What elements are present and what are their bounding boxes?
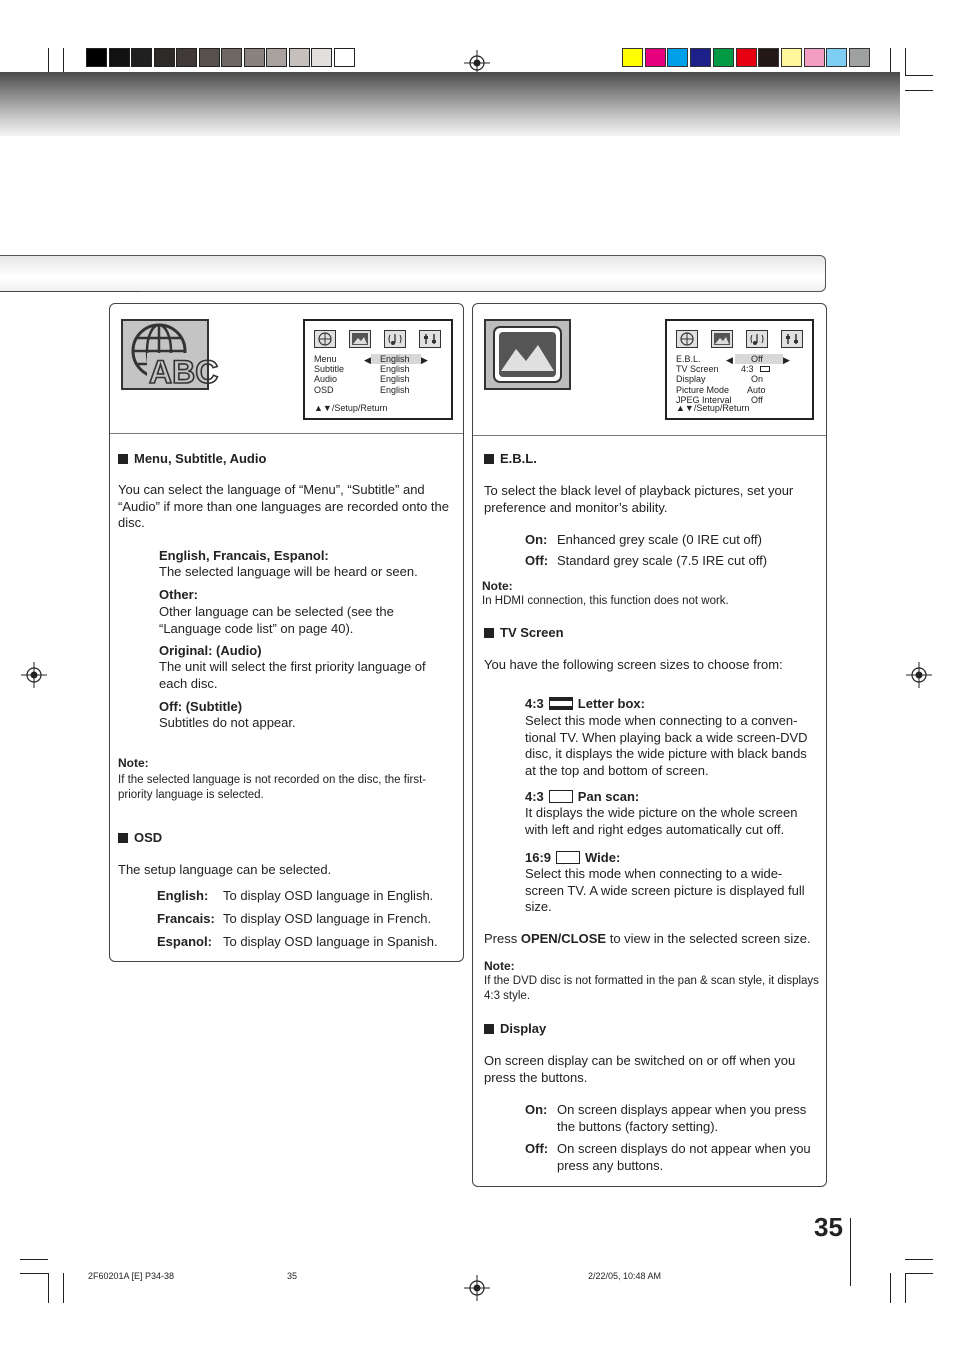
open-close-button-label: OPEN/CLOSE bbox=[520, 931, 607, 946]
section-intro: To select the black level of playback pictures, set your preference and monitor’s ability. bbox=[484, 483, 794, 515]
registration-mark-icon bbox=[906, 662, 932, 688]
section-heading-menu-subtitle-audio bbox=[118, 451, 266, 466]
color-swatch bbox=[804, 48, 825, 67]
audio-tab-icon bbox=[746, 330, 768, 348]
language-tab-icon bbox=[314, 330, 336, 348]
menu-row-value: Auto bbox=[747, 384, 766, 395]
menu-row-label: Display bbox=[676, 374, 706, 385]
menu-row-label: Picture Mode bbox=[676, 384, 730, 395]
color-swatch bbox=[781, 48, 802, 67]
mode-heading-letterbox bbox=[525, 696, 645, 711]
registration-mark-icon bbox=[464, 1275, 490, 1301]
header-gradient-band bbox=[0, 72, 900, 136]
registration-mark-icon bbox=[21, 662, 47, 688]
mode-ratio: 4:3 bbox=[525, 789, 544, 804]
note-label: Note: bbox=[482, 579, 513, 593]
press-instruction bbox=[484, 931, 811, 948]
menu-row-value: English bbox=[380, 364, 410, 375]
mode-name: Wide: bbox=[585, 850, 621, 865]
option-label: On: bbox=[525, 532, 548, 547]
gray-swatch bbox=[221, 48, 242, 67]
option-label: Off: bbox=[525, 553, 549, 568]
page-number: 35 bbox=[814, 1212, 843, 1242]
section-heading-osd bbox=[118, 830, 162, 845]
crop-mark bbox=[63, 1273, 64, 1303]
menu-right-arrow-icon: ▶ bbox=[421, 355, 428, 365]
menu-row-value: English bbox=[380, 354, 410, 364]
item-label: Original: (Audio) bbox=[159, 643, 262, 658]
section-intro: You have the following screen sizes to choose from: bbox=[484, 657, 783, 672]
menu-row-label: TV Screen bbox=[676, 364, 719, 375]
color-swatch bbox=[713, 48, 734, 67]
language-setup-menu bbox=[303, 319, 453, 420]
footer-file-id: 2F60201A [E] P34-38 bbox=[88, 1271, 175, 1281]
color-swatch bbox=[849, 48, 870, 67]
menu-row-value: On bbox=[751, 374, 764, 385]
mode-ratio: 4:3 bbox=[525, 696, 544, 711]
crop-mark bbox=[905, 75, 933, 76]
note-text: In HDMI connection, this function does not work. bbox=[482, 595, 729, 607]
gray-swatch bbox=[154, 48, 175, 67]
menu-row-label: Subtitle bbox=[314, 364, 345, 375]
crop-mark bbox=[20, 1259, 48, 1260]
section-title: TV Screen bbox=[500, 625, 564, 640]
option-text: To display OSD language in French. bbox=[223, 911, 432, 926]
color-swatch bbox=[758, 48, 779, 67]
language-globe-icon bbox=[121, 319, 219, 390]
crop-mark bbox=[905, 48, 906, 76]
color-swatch bbox=[645, 48, 666, 67]
crop-mark bbox=[20, 1273, 48, 1274]
mode-name: Letter box: bbox=[577, 696, 645, 711]
option-label: Off: bbox=[525, 1141, 549, 1156]
gray-swatch bbox=[86, 48, 107, 67]
item-text: Subtitles do not appear. bbox=[159, 715, 296, 730]
bullet-square-icon bbox=[118, 454, 128, 464]
menu-right-arrow-icon: ▶ bbox=[783, 355, 790, 365]
note-label: Note: bbox=[118, 756, 149, 770]
mode-text: Select this mode when connecting to a wide-screen TV. A wide screen picture is displayed full size. bbox=[525, 866, 805, 914]
color-swatch bbox=[667, 48, 688, 67]
section-intro: On screen display can be switched on or off when you press the buttons. bbox=[484, 1053, 796, 1085]
option-text: Enhanced grey scale (0 IRE cut off) bbox=[557, 532, 762, 547]
color-swatch bbox=[690, 48, 711, 67]
section-title-bar bbox=[0, 255, 826, 292]
left-panel-divider bbox=[110, 433, 463, 434]
svg-text:ABC: ABC bbox=[149, 354, 219, 390]
bullet-square-icon bbox=[118, 833, 128, 843]
title-bar-underline bbox=[0, 291, 140, 292]
mode-ratio: 16:9 bbox=[525, 850, 552, 865]
color-swatch bbox=[736, 48, 757, 67]
menu-left-arrow-icon: ◀ bbox=[364, 355, 371, 365]
widescreen-icon bbox=[556, 851, 580, 864]
menu-left-arrow-icon: ◀ bbox=[726, 355, 733, 365]
menu-row-label: OSD bbox=[314, 384, 334, 395]
note-text: If the selected language is not recorded on the disc, the first-priority language is selected. bbox=[118, 774, 427, 801]
crop-mark bbox=[890, 1273, 891, 1303]
gray-swatch bbox=[266, 48, 287, 67]
option-label: English: bbox=[157, 888, 209, 903]
section-title: Display bbox=[500, 1021, 547, 1036]
mode-heading-panscan bbox=[525, 789, 639, 804]
footer-timestamp: 2/22/05, 10:48 AM bbox=[588, 1271, 662, 1281]
item-label: Other: bbox=[159, 587, 198, 602]
item-text: The unit will select the first priority language of each disc. bbox=[159, 659, 426, 691]
menu-row-label: Audio bbox=[314, 374, 338, 385]
section-heading-display bbox=[484, 1021, 546, 1036]
gray-swatch bbox=[334, 48, 355, 67]
color-swatch bbox=[826, 48, 847, 67]
menu-row-value: Off bbox=[751, 394, 763, 405]
press-suffix: to view in the selected screen size. bbox=[606, 931, 811, 946]
crop-mark bbox=[905, 1273, 933, 1274]
menu-row-value: 4:3 bbox=[741, 364, 754, 375]
menu-row-value: English bbox=[380, 384, 410, 395]
panscan-icon bbox=[549, 790, 573, 803]
crop-mark bbox=[905, 1273, 906, 1303]
page-number-rule bbox=[850, 1218, 851, 1286]
option-text: To display OSD language in English. bbox=[223, 888, 434, 903]
picture-tab-icon bbox=[711, 330, 733, 348]
section-intro: The setup language can be selected. bbox=[118, 862, 332, 877]
section-heading-tv-screen bbox=[484, 625, 564, 640]
item-label: English, Francais, Espanol: bbox=[159, 548, 329, 563]
item-label: Off: (Subtitle) bbox=[159, 699, 243, 714]
picture-tab-icon bbox=[349, 330, 371, 348]
menu-row-label: JPEG Interval bbox=[676, 394, 732, 405]
picture-setup-menu bbox=[665, 319, 814, 420]
screen-ratio-4-3-icon bbox=[760, 366, 770, 372]
menu-row-value: English bbox=[380, 374, 410, 385]
bullet-square-icon bbox=[484, 1024, 494, 1034]
menu-nav-hint: ▲▼/Setup/Return bbox=[676, 403, 750, 413]
crop-mark bbox=[905, 1259, 933, 1260]
menu-row-label: E.B.L. bbox=[676, 354, 701, 364]
right-panel-divider bbox=[473, 435, 826, 436]
option-label: On: bbox=[525, 1102, 548, 1117]
mode-name: Pan scan: bbox=[577, 789, 640, 804]
section-title: Menu, Subtitle, Audio bbox=[134, 451, 267, 466]
gray-swatch bbox=[176, 48, 197, 67]
option-text: On screen displays appear when you press the buttons (factory setting). bbox=[557, 1102, 807, 1134]
gray-swatch bbox=[311, 48, 332, 67]
option-text: On screen displays do not appear when you press any buttons. bbox=[557, 1141, 811, 1173]
crop-mark bbox=[48, 1273, 49, 1303]
bullet-square-icon bbox=[484, 628, 494, 638]
section-heading-ebl bbox=[484, 451, 537, 466]
letterbox-icon bbox=[549, 697, 573, 710]
mode-text: Select this mode when connecting to a conven-tional TV. When playing back a wide screen-DVD disc, it displays the wide picture with black bands at the top and bottom of screen. bbox=[525, 713, 808, 778]
gray-swatch bbox=[199, 48, 220, 67]
footer-page: 35 bbox=[287, 1271, 298, 1281]
note-label: Note: bbox=[484, 959, 515, 973]
mode-heading-wide bbox=[525, 850, 620, 865]
gray-swatch bbox=[131, 48, 152, 67]
menu-nav-hint: ▲▼/Setup/Return bbox=[314, 403, 388, 413]
menu-row-label: Menu bbox=[314, 354, 337, 364]
option-label: Francais: bbox=[157, 911, 215, 926]
gray-swatch bbox=[289, 48, 310, 67]
settings-tab-icon bbox=[781, 330, 803, 348]
language-tab-icon bbox=[676, 330, 698, 348]
option-text: To display OSD language in Spanish. bbox=[223, 934, 438, 949]
gray-swatch bbox=[109, 48, 130, 67]
audio-tab-icon bbox=[384, 330, 406, 348]
item-text: The selected language will be heard or seen. bbox=[159, 564, 418, 579]
item-text: Other language can be selected (see the “Language code list” on page 40). bbox=[159, 604, 394, 636]
press-prefix: Press bbox=[484, 931, 521, 946]
picture-settings-icon bbox=[484, 319, 571, 390]
section-title: OSD bbox=[134, 830, 163, 845]
option-label: Espanol: bbox=[157, 934, 212, 949]
option-text: Standard grey scale (7.5 IRE cut off) bbox=[557, 553, 768, 568]
settings-tab-icon bbox=[419, 330, 441, 348]
section-title: E.B.L. bbox=[500, 451, 537, 466]
menu-row-value: Off bbox=[751, 354, 763, 364]
gray-swatch bbox=[244, 48, 265, 67]
color-swatch bbox=[622, 48, 643, 67]
mode-text: It displays the wide picture on the whole screen with left and right edges automatically cut off. bbox=[525, 805, 798, 837]
bullet-square-icon bbox=[484, 454, 494, 464]
crop-mark bbox=[905, 90, 933, 91]
note-text: If the DVD disc is not formatted in the pan & scan style, it displays 4:3 style. bbox=[484, 975, 819, 1002]
section-intro: You can select the language of “Menu”, “Subtitle” and “Audio” if more than one languages are recorded onto the disc. bbox=[118, 482, 449, 530]
